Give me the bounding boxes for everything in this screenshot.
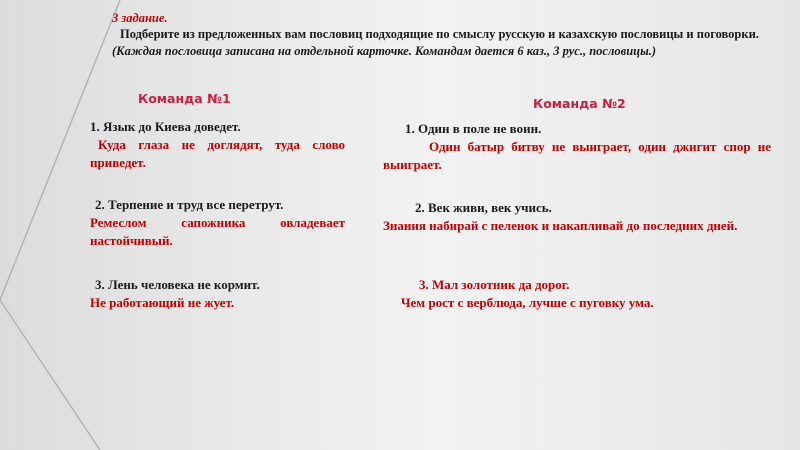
team1-proverb-3: 3. Лень человека не кормит. [95,277,260,292]
team1-proverb-2: 2. Терпение и труд все перетрут. [95,197,284,212]
team2-item-2 [383,199,771,235]
team1-title: Команда №1 [138,91,231,106]
task-header [112,10,762,60]
task-instruction: Подберите из предложенных вам пословиц подходящие по смыслу русскую и казахскую пословицы и поговорки. [120,27,759,41]
team1-item-1 [90,118,345,172]
team1-answer-2: Ремеслом сапожника овладевает настойчивый. [90,215,345,248]
team2-answer-1: Один батыр битву не выиграет, один джигит спор не выиграет. [383,139,771,172]
team1-item-3 [90,276,345,312]
team1-answer-3: Не работающий не жует. [90,295,235,310]
task-label: 3 задание. [112,11,168,25]
team2-proverb-1: 1. Один в поле не воин. [405,121,542,136]
team2-answer-2: Знания набирай с пеленок и накапливай до последних дней. [383,218,738,233]
team1-item-2 [90,196,345,250]
task-note: (Каждая пословица записана на отдельной карточке. Командам дается 6 каз., 3 рус., пословицы.) [112,44,657,58]
team1-answer-1: Куда глаза не доглядят, туда слово приведет. [90,137,345,170]
team2-item-1 [383,120,771,174]
team2-answer-3: Чем рост с верблюда, лучше с пуговку ума. [401,295,654,310]
team2-proverb-3: 3. Мал золотник да дорог. [419,277,570,292]
team2-proverb-2: 2. Век живи, век учись. [415,200,552,215]
team2-title: Команда №2 [533,96,626,111]
team1-proverb-1: 1. Язык до Киева доведет. [90,119,241,134]
team2-item-3 [383,276,771,312]
